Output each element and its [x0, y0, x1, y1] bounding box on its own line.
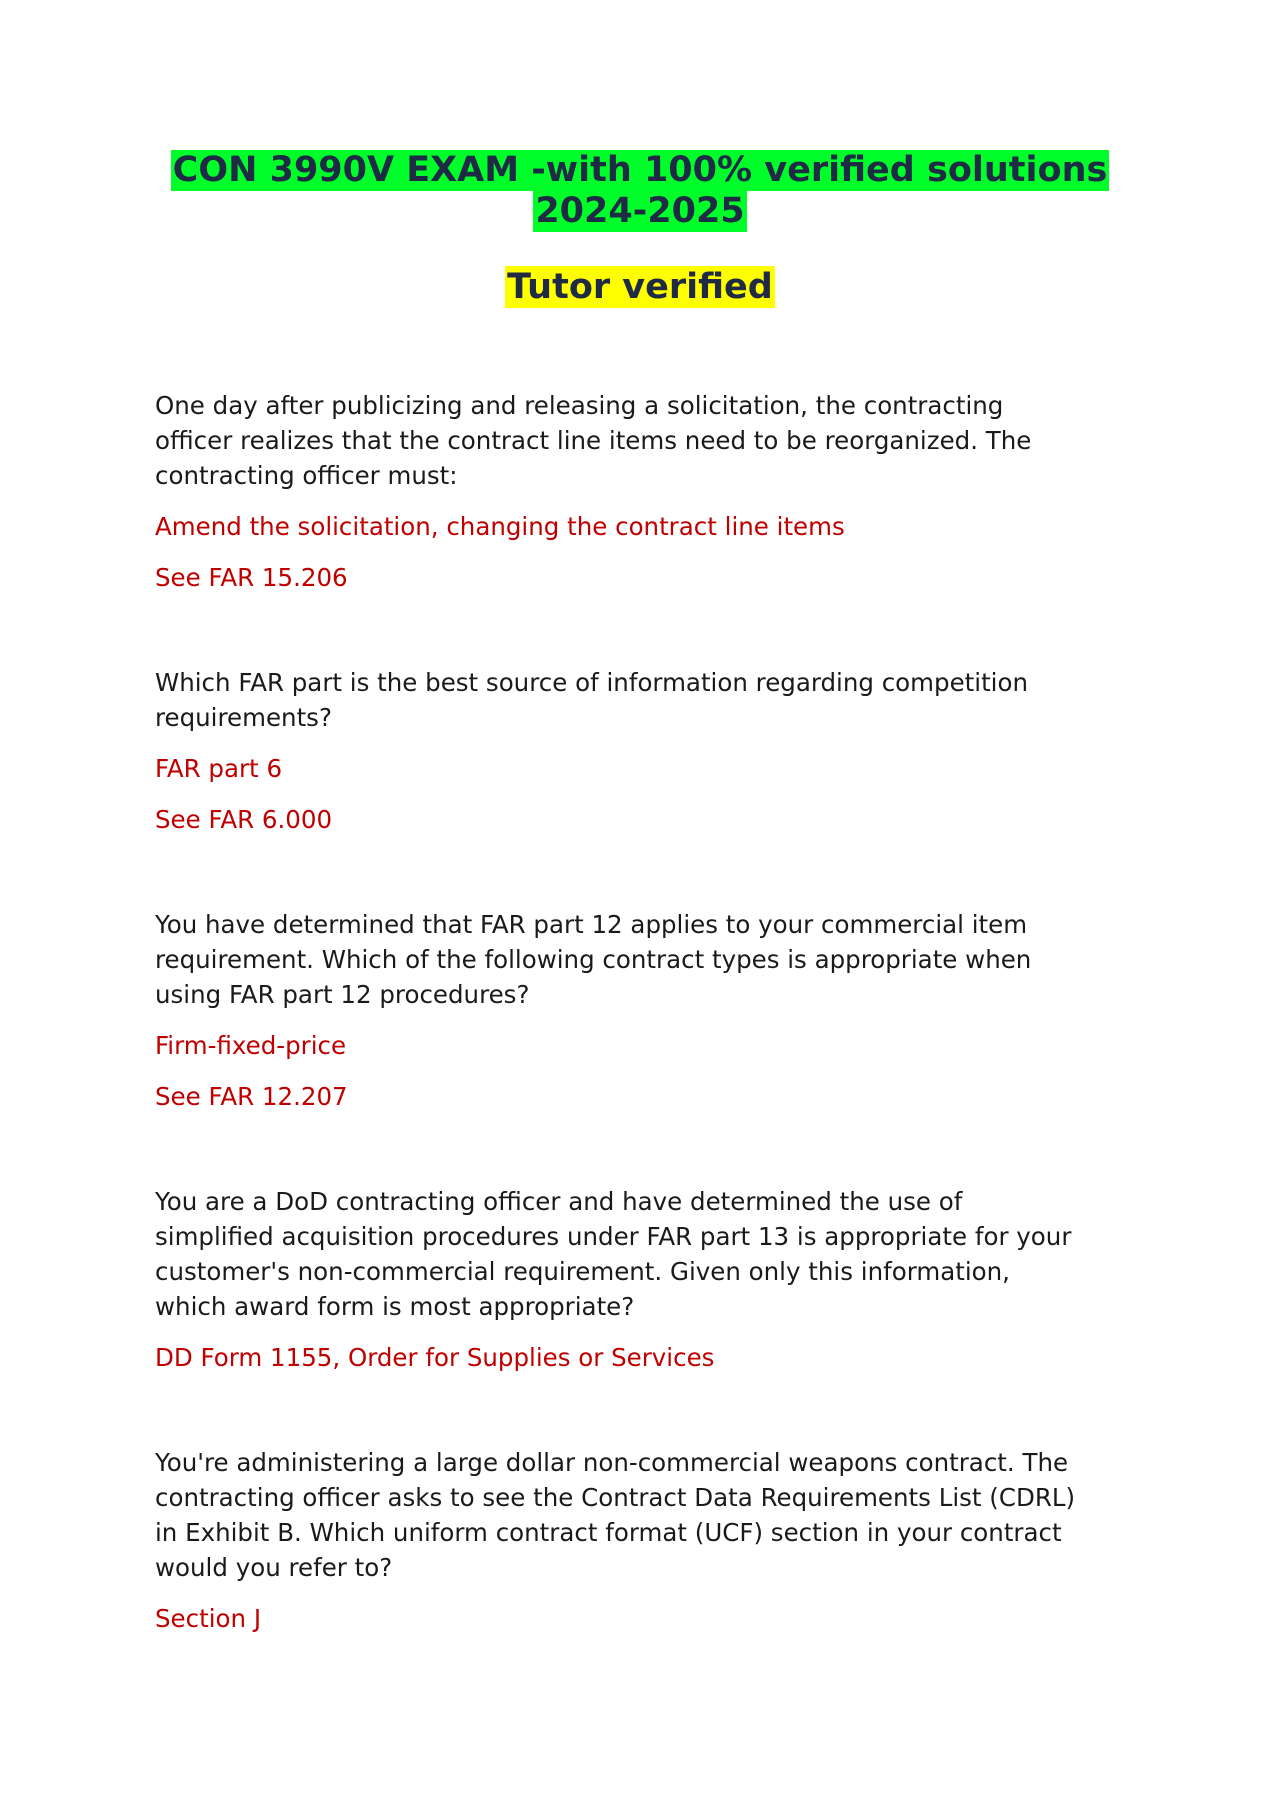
question-text: You're administering a large dollar non-commercial weapons contract. The contracting officer asks to see the Contract Data Requirements List (CDRL) in Exhibit B. Which uniform contract format (UCF) section in your contract would you refer to?	[155, 1448, 1076, 1582]
document-subtitle	[0, 266, 1280, 308]
reference-text: See FAR 6.000	[155, 805, 333, 834]
document-title	[0, 150, 1280, 232]
qa-list	[155, 388, 1145, 1636]
question-text: One day after publicizing and releasing a solicitation, the contracting officer realizes that the contract line items need to be reorganized. The contracting officer must:	[155, 391, 1032, 490]
answer-text: FAR part 6	[155, 754, 283, 783]
qa-item-5	[155, 1445, 1145, 1636]
reference-text: See FAR 15.206	[155, 563, 348, 592]
qa-item-2	[155, 665, 1145, 837]
title-line-1: CON 3990V EXAM -with 100% verified solutions	[172, 150, 1108, 190]
question-text: You are a DoD contracting officer and have determined the use of simplified acquisition procedures under FAR part 13 is appropriate for your customer's non-commercial requirement. Given only this information, which award form is most appropriate?	[155, 1187, 1072, 1321]
answer-text: DD Form 1155, Order for Supplies or Services	[155, 1343, 715, 1372]
title-line-2: 2024-2025	[535, 191, 745, 231]
answer-text: Amend the solicitation, changing the contract line items	[155, 512, 845, 541]
qa-item-3	[155, 907, 1145, 1114]
question-text: Which FAR part is the best source of information regarding competition requirements?	[155, 668, 1029, 732]
qa-item-1	[155, 388, 1145, 595]
answer-text: Firm-fixed-price	[155, 1031, 347, 1060]
qa-item-4	[155, 1184, 1145, 1375]
question-text: You have determined that FAR part 12 applies to your commercial item requirement. Which of the following contract types is appropriate when using FAR part 12 procedures?	[155, 910, 1032, 1009]
reference-text: See FAR 12.207	[155, 1082, 348, 1111]
answer-text: Section J	[155, 1604, 262, 1633]
subtitle-text: Tutor verified	[507, 267, 773, 307]
